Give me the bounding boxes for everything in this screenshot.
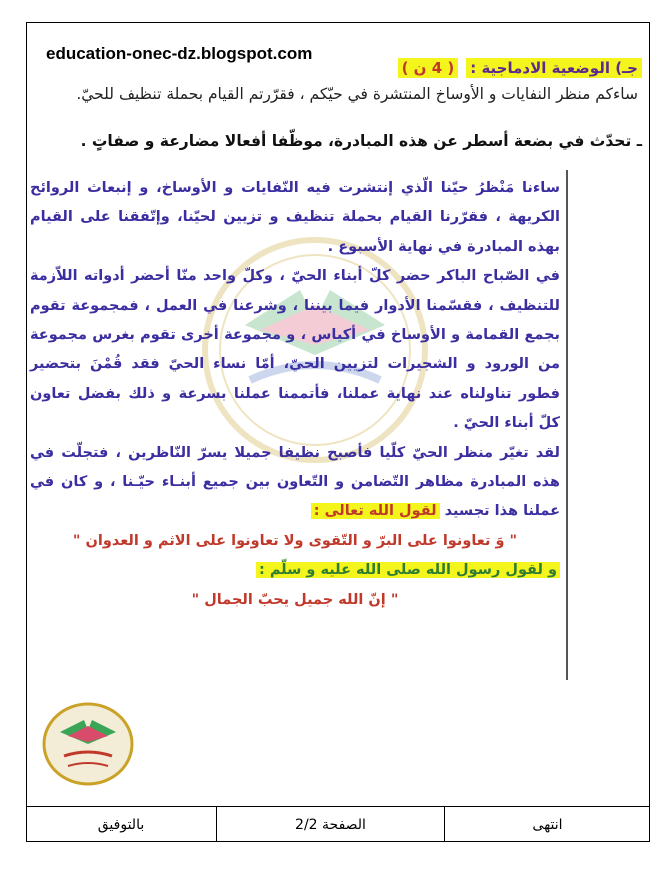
answer-text xyxy=(30,174,560,615)
footer-left: بالتوفيق xyxy=(97,816,145,833)
answer-paragraph-3 xyxy=(30,439,560,527)
footer-center: الصفحة 2/2 xyxy=(216,807,444,842)
site-url: education-onec-dz.blogspot.com xyxy=(46,44,313,63)
answer-paragraph-3-text: لقد تغيّر منظر الحيّ كلّيا فأصبح نظيفا جميلا يسرّ النّاظرين ، فتجلّت في هذه المبادرة مظاهر التّضامن و التّعاون بين جميع أبنـاء حيّـنا ، و كان في عملنا هذا تجسيد xyxy=(30,444,560,520)
footer-right: انتهى xyxy=(444,807,650,842)
margin-line xyxy=(566,170,568,680)
hadith-line xyxy=(30,556,560,585)
instruction-text: ـ تحدّث في بضعة أسطر عن هذه المبادرة، موظّفا أفعالا مضارعة و صفاتٍ . xyxy=(80,132,642,150)
quran-quote: " وَ تعاونوا على البرّ و التّقوى ولا تعاونوا على الاثم و العدوان " xyxy=(72,532,518,549)
hadith-intro: و لقول رسول الله صلى الله عليه و سلّم : xyxy=(256,562,560,578)
hadith-quote: " إنّ الله جميل يحبّ الجمال " xyxy=(191,591,399,608)
situation-text: ساءكم منظر النفايات و الأوساخ المنتشرة في حيّكم ، فقرّرتم القيام بحملة تنظيف للحيّ. xyxy=(76,85,638,103)
teacher-logo-icon xyxy=(40,700,136,788)
section-heading xyxy=(398,58,642,78)
section-marks: ( 4 ن ) xyxy=(398,58,459,78)
answer-paragraph-1: ساءنا مَنْظرُ حيّنا الّذي إنتشرت فيه النّفايات و الأوساخ، و إنبعاث الروائح الكريهة ، فقرّرنا القيام بحملة تنظيف و تزيين لحيّنا، وإتّفقنا على القيام بهذه المبادرة في نهاية الأسبوع . xyxy=(30,180,560,255)
answer-paragraph-2: في الصّباح الباكر حضر كلّ أبناء الحيّ ، وكلّ واحد منّا أحضر أدواته اللاّزمة للتنظيف ، فقسّمنا الأدوار فيما بيننا ، وشرعنا في العمل ، فمجموعة تقوم بجمع القمامة و الأوساخ في أكياس ، و مجموعة أخرى تقوم بغرس مجموعة من الورود و الشجيرات لتزيين الحيّ، أمّا نساء الحيّ فقد قُمْنَ بتحضير فطور تناولناه عند نهاية عملنا، فأتممنا عملنا بسرعة و ذلك بفضل تعاون كلّ أبناء الحيّ . xyxy=(30,268,560,432)
footer-table xyxy=(26,806,650,842)
quote-intro: لقول الله تعالى : xyxy=(311,503,440,519)
section-title: جـ) الوضعية الادماجية : xyxy=(466,58,642,78)
